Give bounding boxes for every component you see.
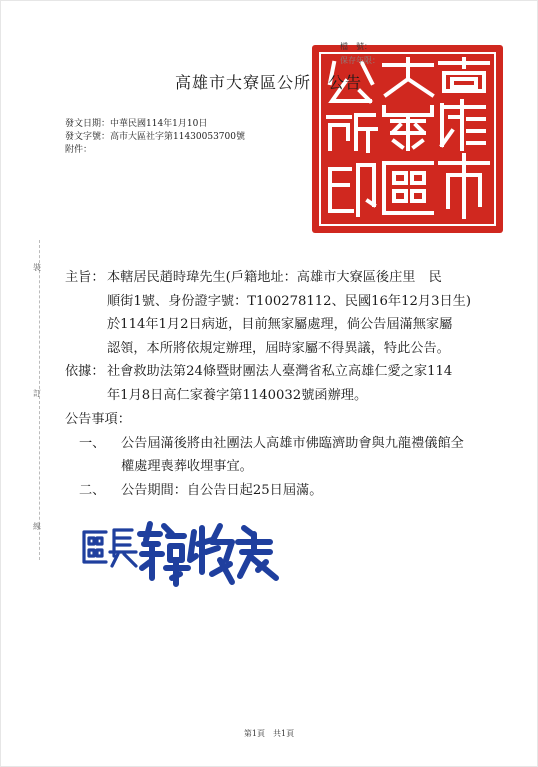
- announcement-item: [65, 432, 505, 479]
- subject-section: [65, 266, 505, 360]
- item-number: 二、: [79, 482, 106, 498]
- archive-number: 檔 號：: [340, 42, 372, 51]
- announcement-body: [65, 266, 505, 502]
- item-line: 公告期間：自公告日起25日屆滿。: [121, 482, 323, 498]
- attachment-label: 附件：: [65, 145, 93, 155]
- subject-line: 於114年1月2日病逝，目前無家屬處理，倘公告屆滿無家屬: [107, 317, 453, 332]
- announcement-item: [65, 479, 505, 503]
- subject-label: 主旨：: [65, 270, 105, 285]
- district-chief-signature: [80, 512, 290, 590]
- item-text: [121, 432, 505, 479]
- subject-text: [107, 266, 505, 360]
- subject-line: 順街1號、身份證字號：T100278112、民國16年12月3日生): [107, 293, 471, 309]
- binding-mark-middle: 訂: [33, 389, 41, 398]
- basis-text: [107, 360, 505, 407]
- item-number: 一、: [79, 435, 106, 451]
- basis-label: 依據：: [65, 364, 105, 379]
- item-line: 公告屆滿後將由社團法人高雄市佛臨濟助會與九龍禮儀館全: [121, 435, 464, 451]
- subject-line: 認領，本所將依規定辦理，屆時家屬不得異議，特此公告。: [107, 340, 450, 356]
- page-number: 第1頁 共1頁: [243, 729, 295, 738]
- items-heading: 公告事項：: [65, 412, 131, 427]
- basis-section: [65, 360, 505, 407]
- item-text: [121, 479, 505, 503]
- page-title: 高雄市大寮區公所 公告: [175, 73, 363, 92]
- basis-line: 年1月8日高仁家養字第1140032號函辦理。: [107, 387, 368, 403]
- basis-line: 社會救助法第24條暨財團法人臺灣省私立高雄仁愛之家114: [107, 364, 453, 379]
- binding-mark-top: 裝: [33, 263, 41, 272]
- item-line: 權處理喪葬收埋事宜。: [121, 459, 253, 474]
- document-meta: [65, 118, 245, 157]
- document-number: 發文字號：高市大區社字第11430053700號: [65, 132, 245, 142]
- issue-date: 發文日期：中華民國114年1月10日: [65, 119, 208, 129]
- signature-stamp: [80, 512, 290, 590]
- archive-info: [340, 40, 380, 68]
- subject-line: 本轄居民趙時瑋先生(戶籍地址：高雄市大寮區後庄里 民: [107, 270, 442, 285]
- binding-mark-bottom: 線: [33, 522, 41, 531]
- binding-line: [39, 240, 40, 560]
- retention-period: 保存年限：: [340, 56, 380, 65]
